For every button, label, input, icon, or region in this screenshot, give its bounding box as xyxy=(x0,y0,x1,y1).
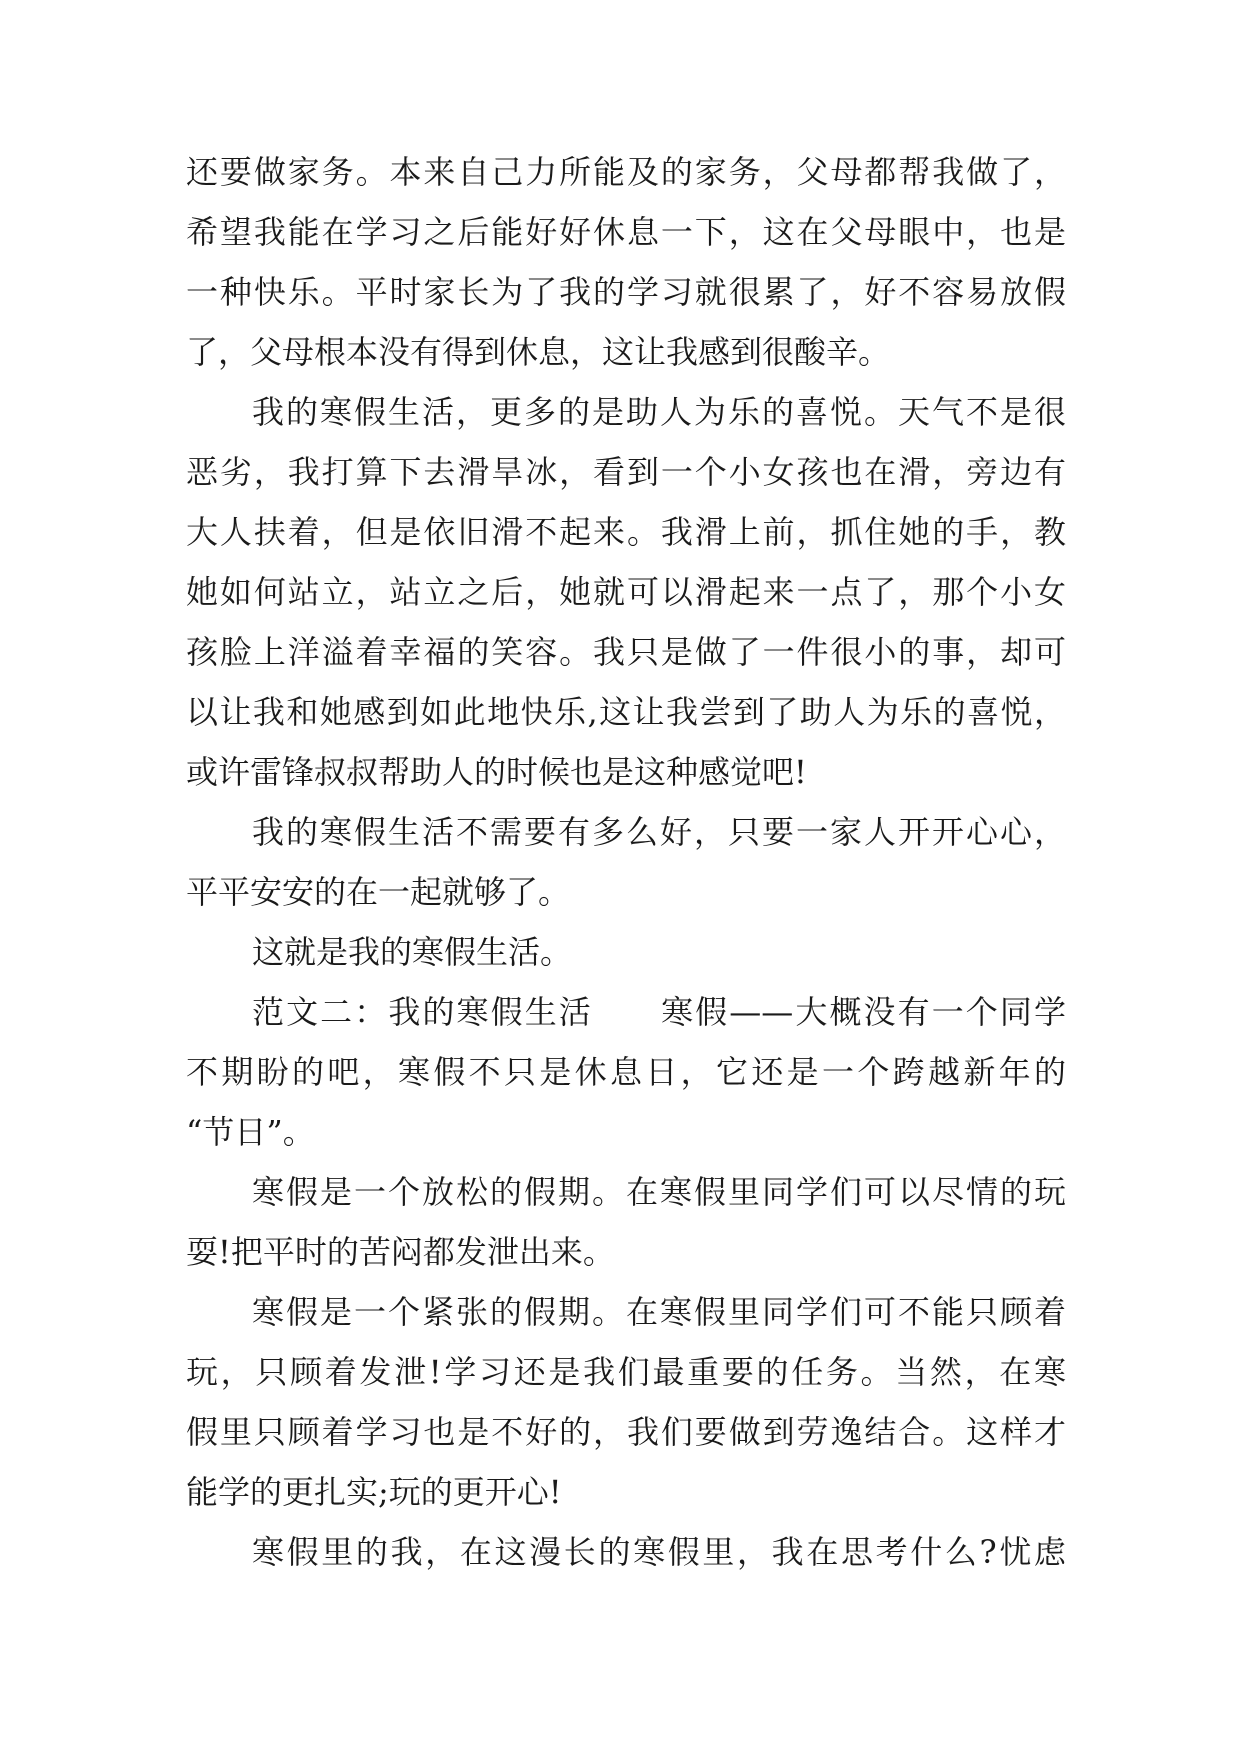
paragraph-start-line: 寒假是一个紧张的假期。在寒假里同学们可不能只顾着 xyxy=(252,1293,1066,1331)
text-line: 耍!把平时的苦闷都发泄出来。 xyxy=(186,1233,615,1271)
text-line: 了，父母根本没有得到休息，这让我感到很酸辛。 xyxy=(186,333,891,371)
text-line: 恶劣，我打算下去滑旱冰，看到一个小女孩也在滑，旁边有 xyxy=(186,453,1066,491)
paragraph-start-line: 我的寒假生活，更多的是助人为乐的喜悦。天气不是很 xyxy=(252,393,1066,431)
text-line: 能学的更扎实;玩的更开心! xyxy=(186,1473,562,1511)
text-line: 大人扶着，但是依旧滑不起来。我滑上前，抓住她的手，教 xyxy=(186,513,1066,551)
paragraph-start-line: 我的寒假生活不需要有多么好，只要一家人开开心心， xyxy=(252,813,1066,851)
text-line: 平平安安的在一起就够了。 xyxy=(186,873,571,911)
text-line: 她如何站立，站立之后，她就可以滑起来一点了，那个小女 xyxy=(186,573,1066,611)
text-line: 一种快乐。平时家长为了我的学习就很累了，好不容易放假 xyxy=(186,273,1066,311)
text-line: 还要做家务。本来自己力所能及的家务，父母都帮我做了， xyxy=(186,153,1066,191)
paragraph-start-line: 范文二：我的寒假生活 寒假——大概没有一个同学 xyxy=(252,993,1066,1031)
text-line: 孩脸上洋溢着幸福的笑容。我只是做了一件很小的事，却可 xyxy=(186,633,1066,671)
paragraph-start-line: 寒假里的我，在这漫长的寒假里，我在思考什么?忧虑 xyxy=(252,1533,1066,1571)
text-line: 玩，只顾着发泄!学习还是我们最重要的任务。当然，在寒 xyxy=(186,1353,1066,1391)
text-line: 希望我能在学习之后能好好休息一下，这在父母眼中，也是 xyxy=(186,213,1066,251)
text-line: 不期盼的吧，寒假不只是休息日，它还是一个跨越新年的 xyxy=(186,1053,1066,1091)
paragraph-start-line: 这就是我的寒假生活。 xyxy=(252,933,573,971)
text-line: 假里只顾着学习也是不好的，我们要做到劳逸结合。这样才 xyxy=(186,1413,1066,1451)
text-line: “节日”。 xyxy=(186,1113,315,1151)
text-line: 或许雷锋叔叔帮助人的时候也是这种感觉吧! xyxy=(186,753,807,791)
text-line: 以让我和她感到如此地快乐,这让我尝到了助人为乐的喜悦， xyxy=(186,693,1066,731)
paragraph-start-line: 寒假是一个放松的假期。在寒假里同学们可以尽情的玩 xyxy=(252,1173,1066,1211)
